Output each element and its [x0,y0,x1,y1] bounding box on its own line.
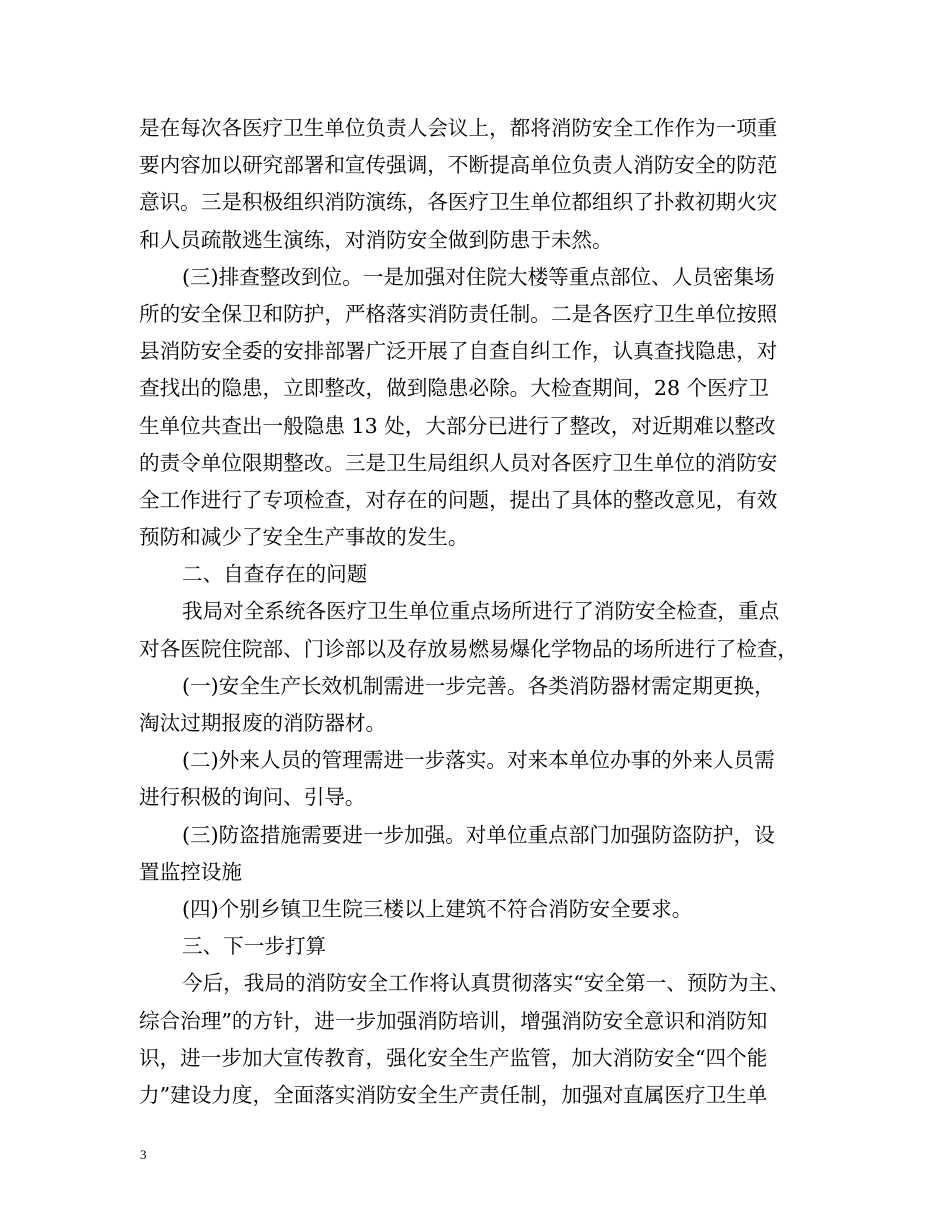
text-line: 和人员疏散逃生演练，对消防安全做到防患于未然。 [139,227,613,252]
text-line: 置监控设施 [139,859,242,884]
text-line: 意识。三是积极组织消防演练，各医疗卫生单位都组织了扑救初期火灾 [139,190,778,215]
text-line: 预防和减少了安全生产事故的发生。 [139,525,469,550]
text-line: (三)排查整改到位。一是加强对住院大楼等重点部位、人员密集场 [182,264,775,289]
text-line: 三、下一步打算 [182,934,327,959]
text-line: 综合治理”的方针，进一步加强消防培训，增强消防安全意识和消防知 [139,1008,768,1033]
text-line: 识，进一步加大宣传教育，强化安全生产监管，加大消防安全“四个能 [139,1045,768,1070]
text-line: 所的安全保卫和防护，严格落实消防责任制。二是各医疗卫生单位按照 [139,301,778,326]
text-line: 力”建设力度，全面落实消防安全生产责任制，加强对直属医疗卫生单 [139,1082,768,1107]
text-line: 今后，我局的消防安全工作将认真贯彻落实“安全第一、预防为主、 [182,971,790,996]
text-line: 要内容加以研究部署和宣传强调，不断提高单位负责人消防安全的防范 [139,153,778,178]
text-line: 二、自查存在的问题 [182,562,368,587]
text-line: 全工作进行了专项检查，对存在的问题，提出了具体的整改意见，有效 [139,487,778,512]
document-body [139,110,829,1114]
text-line: (一)安全生产长效机制需进一步完善。各类消防器材需定期更换， [182,673,775,698]
text-line: 的责令单位限期整改。三是卫生局组织人员对各医疗卫生单位的消防安 [139,450,778,475]
text-line: (三)防盗措施需要进一步加强。对单位重点部门加强防盗防护，设 [182,822,775,847]
text-line: 查找出的隐患，立即整改，做到隐患必除。大检查期间，28 个医疗卫 [139,376,769,401]
text-line: 是在每次各医疗卫生单位负责人会议上，都将消防安全工作作为一项重 [139,116,778,140]
text-line: 县消防安全委的安排部署广泛开展了自查自纠工作，认真查找隐患，对 [139,339,778,364]
text-line: 进行积极的询问、引导。 [139,785,366,810]
text-line: 对各医院住院部、门诊部以及存放易燃易爆化学物品的场所进行了检查， [139,636,798,661]
text-line: (四)个别乡镇卫生院三楼以上建筑不符合消防安全要求。 [182,896,693,921]
text-line: 我局对全系统各医疗卫生单位重点场所进行了消防安全检查，重点 [182,599,780,624]
text-line: 淘汰过期报废的消防器材。 [139,711,387,735]
text-line: (二)外来人员的管理需进一步落实。对来本单位办事的外来人员需 [182,748,775,773]
page-number: 3 [140,1147,147,1162]
text-line: 生单位共查出一般隐患 13 处，大部分已进行了整改，对近期难以整改 [139,413,776,438]
